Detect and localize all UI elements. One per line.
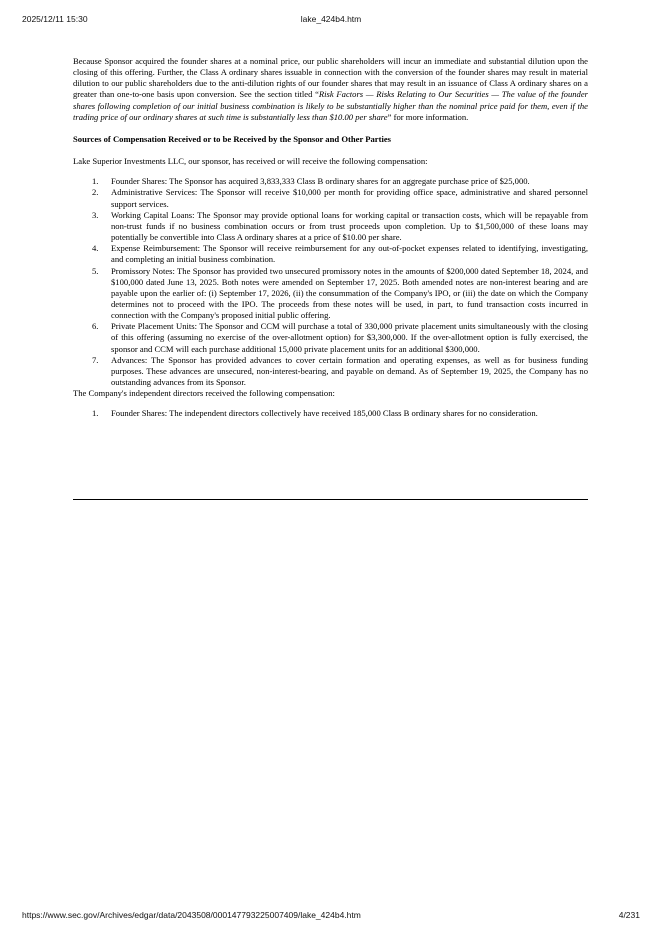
intro-text-end: ” for more information. [387,111,469,122]
print-url: https://www.sec.gov/Archives/edgar/data/2043508/000147793225007409/lake_424b4.htm [22,910,361,920]
list-item-number: 1. [92,176,99,187]
print-document-title: lake_424b4.htm [300,14,362,24]
list-item-text: Founder Shares: The independent directors collectively have received 185,000 Class B ordinary shares for no consideration. [111,408,538,419]
list-item [73,210,588,243]
list-item-number: 1. [92,408,99,419]
list-item-text: Working Capital Loans: The Sponsor may provide optional loans for working capital or transaction costs, which will be repayable from non-trust funds if no business combination occurs or from trust proceeds upon completion. Up to $1,500,000 of these loans may potentially be convertible into Class A ordinary shares at a price of $10.00 per share. [111,209,588,243]
intro-paragraph [73,56,588,123]
risk-factor-reference: Risk Factors — Risks Relating to Our Securities — The value of the founder shares following completion of our initial business combination is likely to be substantially higher than the nominal price paid for them, even if the trading price of our ordinary shares at such time is substantially less than $10.00 per share [73,89,589,122]
list-item-text: Private Placement Units: The Sponsor and CCM will purchase a total of 330,000 private placement units simultaneously with the closing of this offering (assuming no exercise of the over-allotment option) for $3,300,000. If the over-allotment option is fully exercised, the sponsor and CCM will each purchase additional 15,000 private placement units for an additional $300,000. [111,321,588,354]
list-item-text: Advances: The Sponsor has provided advances to cover certain formation and operating expenses, as well as for business funding purposes. These advances are unsecured, non-interest-bearing, and payable on demand. As of September 19, 2025, the Company has no outstanding advances from its Sponsor. [111,354,588,388]
list-item-text: Administrative Services: The Sponsor will receive $10,000 per month for providing office space, administrative and shared personnel support services. [111,187,588,209]
list-item [73,355,588,388]
list-item-text: Promissory Notes: The Sponsor has provided two unsecured promissory notes in the amounts of $200,000 dated September 18, 2024, and $100,000 dated June 13, 2025. Both notes were amended on September 17, 2025. Both amended notes are non-interest bearing and are payable upon the earlier of: (i) September 17, 2026, (ii) the consummation of the Company's IPO, or (iii) the date on which the Company determines not to proceed with the IPO. The proceeds from these notes will be used, in part, to fund transaction costs incurred in connection with the Company's proposed initial public offering. [111,265,588,321]
list-item-number: 3. [92,209,99,220]
list-item-number: 6. [92,321,99,332]
horizontal-rule [73,499,588,500]
list-item [73,321,588,354]
section-heading: Sources of Compensation Received or to be Received by the Sponsor and Other Parties [73,133,392,144]
list-item [73,187,588,209]
list-item-number: 5. [92,265,99,276]
list-item-text: Founder Shares: The Sponsor has acquired 3,833,333 Class B ordinary shares for an aggregate purchase price of $25,000. [111,176,530,187]
document-body [73,56,588,420]
intro-text: Because Sponsor acquired the founder shares at a nominal price, our public shareholders will incur an immediate and substantial dilution upon the closing of this offering. Further, the Class A ordinary shares issuable in connection with the conversion of the founder shares may result in material dilution to our public shareholders due to the anti-dilution rights of our founder shares that may result in an issuance of Class A ordinary shares on a greater than one-to-one basis upon conversion. See the section titled “ [73,56,588,100]
list-item [73,243,588,265]
director-compensation-list [73,408,588,419]
list-item-number: 4. [92,243,99,254]
sponsor-compensation-list [73,176,588,388]
list-item [73,266,588,322]
directors-intro: The Company's independent directors received the following compensation: [73,388,335,399]
sponsor-intro: Lake Superior Investments LLC, our sponsor, has received or will receive the following compensation: [73,156,428,167]
list-item [73,176,588,187]
list-item [73,408,588,419]
list-item-number: 7. [92,354,99,365]
print-datetime: 2025/12/11 15:30 [22,14,88,24]
page-indicator: 4/231 [618,910,640,920]
list-item-number: 2. [92,187,99,198]
list-item-text: Expense Reimbursement: The Sponsor will receive reimbursement for any out-of-pocket expenses related to identifying, investigating, and completing an initial business combination. [111,243,588,265]
